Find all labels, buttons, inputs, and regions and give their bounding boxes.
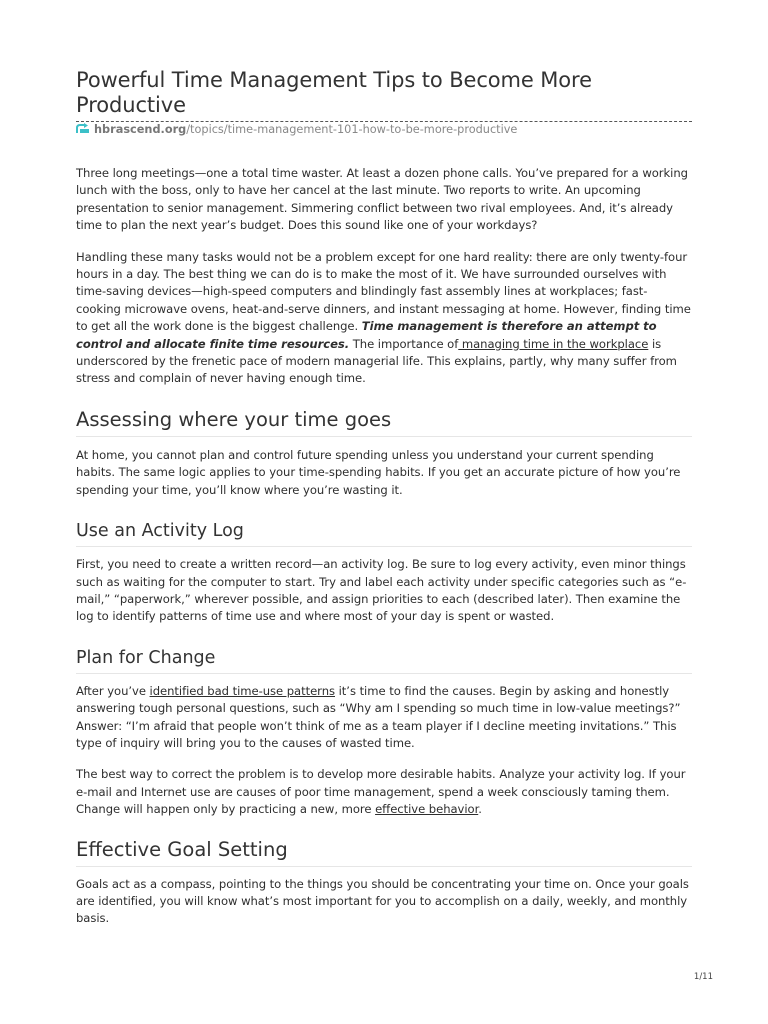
dashed-divider xyxy=(76,121,692,122)
heading-goal-setting: Effective Goal Setting xyxy=(76,837,692,867)
plan-text-a: After you’ve xyxy=(76,683,150,698)
goal-setting-paragraph: Goals act as a compass, pointing to the things you should be concentrating your time on. Once your goals are identified, you will know what’s most important for you to accomplish on a daily, weekly, and monthly basis. xyxy=(76,876,689,926)
activity-log-paragraph: First, you need to create a written record—an activity log. Be sure to log every activity, even minor things such as waiting for the computer to start. Try and label each activity under specific categories such as “e-mail,” “paperwork,” wherever possible, and assign priorities to each (described later). Then examine the log to identify patterns of time use and where most of your day is spent or wasted. xyxy=(76,557,687,624)
managing-time-link[interactable]: managing time in the workplace xyxy=(458,336,649,351)
intro-paragraph-2 xyxy=(76,249,692,388)
source-domain[interactable]: hbrascend.org xyxy=(94,123,187,136)
plan-change-paragraph-2 xyxy=(76,766,692,818)
link-arrow-icon xyxy=(76,123,90,134)
page-number: 1/11 xyxy=(693,972,713,982)
plan2-text-a: The best way to correct the problem is to develop more desirable habits. Analyze your activity log. If your e-mail and Internet use are causes of poor time management, spend a week consciously taming them. Change will happen only by practicing a new, more xyxy=(76,767,686,817)
plan2-text-b: . xyxy=(478,802,482,817)
intro-text-c: is underscored by the frenetic pace of modern managerial life. This explains, partly, why many suffer from stress and complain of never having enough time. xyxy=(76,336,677,386)
page-title: Powerful Time Management Tips to Become More Productive xyxy=(76,68,592,117)
intro-paragraph-1: Three long meetings—one a total time waster. At least a dozen phone calls. You’ve prepared for a working lunch with the boss, only to have her cancel at the last minute. Two reports to write. An upcoming presentation to senior management. Simmering conflict between two rival employees. And, it’s already time to plan the next year’s budget. Does this sound like one of your workdays? xyxy=(76,166,688,233)
plan-text-b: it’s time to find the causes. Begin by asking and honestly answering tough personal questions, such as “Why am I spending so much time in low-value meetings?” Answer: “I’m afraid that people won’t think of me as a team player if I decline meeting invitations.” This type of inquiry will bring you to the causes of wasted time. xyxy=(76,683,681,750)
intro-text-b: The importance of xyxy=(349,336,459,351)
effective-behavior-link[interactable]: effective behavior xyxy=(375,802,479,817)
intro-bold-statement: Time management is therefore an attempt to control and allocate finite time resources. xyxy=(76,319,657,351)
bad-patterns-link[interactable]: identified bad time-use patterns xyxy=(149,683,335,698)
plan-change-paragraph-1 xyxy=(76,683,692,753)
assessing-paragraph: At home, you cannot plan and control future spending unless you understand your current spending habits. The same logic applies to your time-spending habits. If you get an accurate picture of how you’re spending your time, you’ll know where you’re wasting it. xyxy=(76,447,681,497)
heading-assessing-time: Assessing where your time goes xyxy=(76,407,692,437)
intro-text-a: Handling these many tasks would not be a problem except for one hard reality: there are only twenty-four hours in a day. The best thing we can do is to make the most of it. We have surrounded ourselves with time-saving devices—high-speed computers and blindingly fast assembly lines at workplaces; fast-cooking microwave ovens, heat-and-serve dinners, and instant messaging at home. However, finding time to get all the work done is the biggest challenge. xyxy=(76,249,691,334)
source-path[interactable]: /topics/time-management-101-how-to-be-more-productive xyxy=(186,123,518,136)
heading-activity-log: Use an Activity Log xyxy=(76,519,692,547)
source-line[interactable] xyxy=(76,123,692,140)
document-page xyxy=(76,0,692,928)
heading-plan-for-change: Plan for Change xyxy=(76,646,692,674)
